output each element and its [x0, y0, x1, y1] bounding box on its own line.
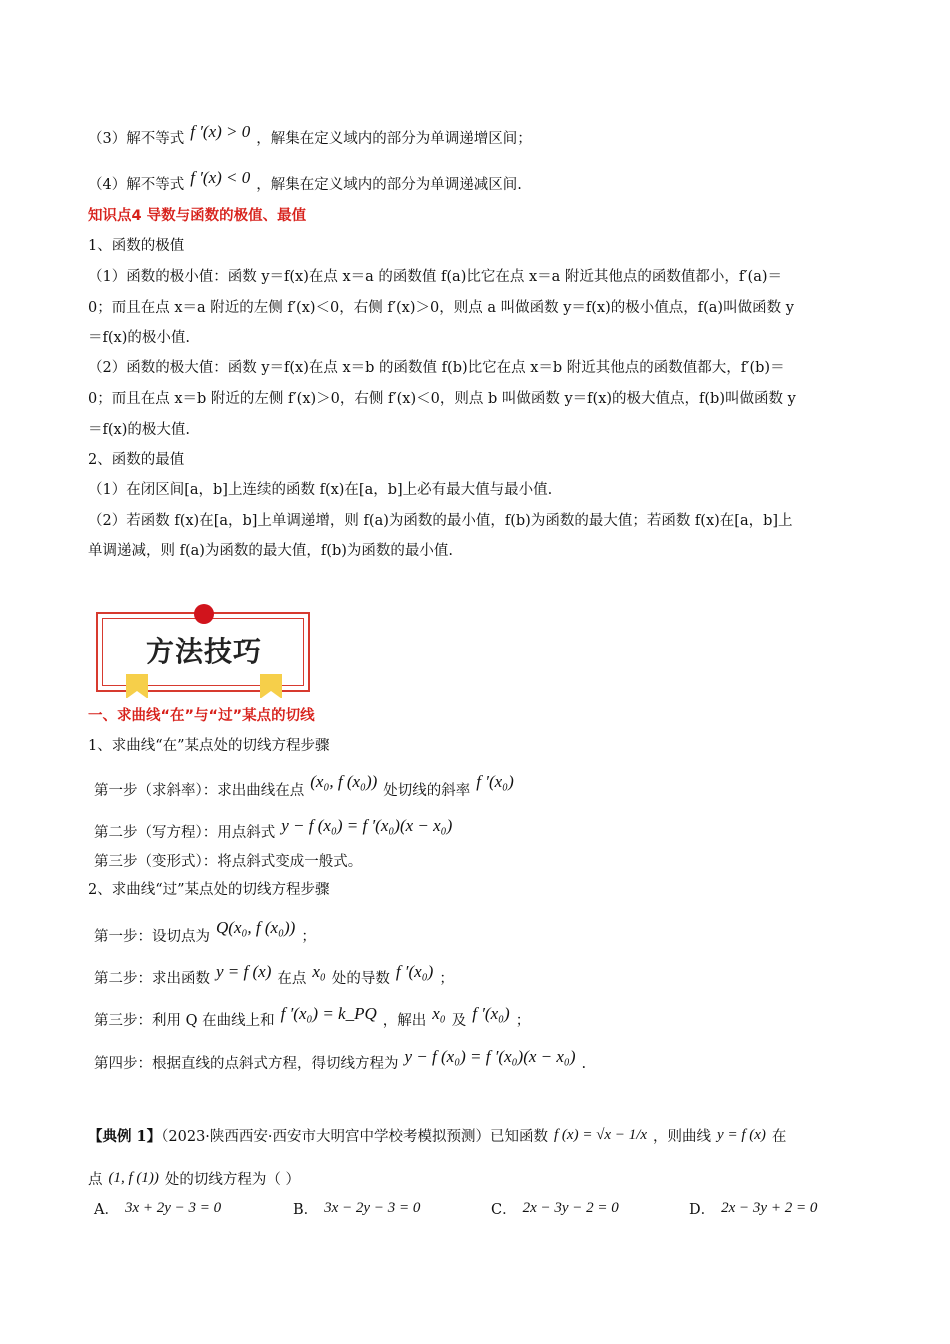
through-step2-mid2: 处的导数: [331, 971, 390, 987]
maxmin-line-2: （2）若函数 f(x)在[a，b]上单调递增，则 f(a)为函数的最小值，f(b)为函数的最大值；若函数 f(x)在[a，b]上: [88, 513, 793, 529]
example-line-2: [88, 1170, 300, 1190]
option-d[interactable]: [689, 1198, 823, 1219]
through-step1-prefix: 第一步：设切点为: [94, 929, 210, 945]
option-c-label: C．: [491, 1202, 517, 1218]
step3-prefix: （3）解不等式: [88, 131, 185, 147]
option-c[interactable]: [491, 1198, 625, 1219]
example-point-prefix: 点: [88, 1172, 103, 1188]
at-step1-point: (x₀, f (x₀)): [310, 772, 378, 791]
at-step1: [94, 772, 520, 801]
method-heading: 一、求曲线“在”与“过”某点的切线: [88, 708, 315, 724]
through-step3-suffix: ；: [515, 1013, 531, 1029]
step3-math: f ′(x) > 0: [190, 122, 251, 141]
banner-dot-icon: [194, 604, 214, 624]
through-step3-mid2: 及: [451, 1013, 467, 1029]
through-step3-slope: f ′(x₀) = k_PQ: [280, 1004, 377, 1023]
option-a-equation: 3x + 2y − 3 = 0: [124, 1200, 222, 1216]
step4-prefix: （4）解不等式: [88, 177, 185, 193]
max-line-1: （2）函数的极大值：函数 y＝f(x)在点 x＝b 的函数值 f(b)比它在点 x＝b 附近其他点的函数值都大，f′(b)＝: [88, 360, 785, 376]
at-step1-mid: 处切线的斜率: [383, 783, 471, 799]
through-step4-suffix: .: [581, 1056, 587, 1072]
through-step3-deriv: f ′(x₀): [472, 1004, 510, 1023]
at-step1-prefix: 第一步（求斜率）：求出曲线在点: [94, 783, 305, 799]
max-line-2: 0；而且在点 x＝b 附近的左侧 f′(x)＞0，右侧 f′(x)＜0，则点 b 叫做函数 y＝f(x)的极大值点，f(b)叫做函数 y: [88, 391, 796, 407]
at-step1-slope: f ′(x₀): [476, 772, 514, 791]
through-step1-math: Q(x₀, f (x₀)): [216, 918, 296, 937]
min-line-1: （1）函数的极小值：函数 y＝f(x)在点 x＝a 的函数值 f(a)比它在点 x＝a 附近其他点的函数值都小，f′(a)＝: [88, 269, 783, 285]
banner-title: 方法技巧: [145, 635, 262, 668]
through-step2-suffix: ；: [439, 971, 454, 987]
example-line-1: [88, 1127, 786, 1147]
maxmin-title: 2、函数的最值: [88, 452, 185, 468]
through-step4-prefix: 第四步：根据直线的点斜式方程，得切线方程为: [94, 1056, 399, 1072]
option-a-label: A．: [94, 1202, 119, 1218]
option-b[interactable]: [293, 1198, 426, 1219]
option-d-label: D．: [689, 1202, 716, 1218]
option-b-equation: 3x − 2y − 3 = 0: [324, 1200, 421, 1216]
option-a[interactable]: [94, 1198, 227, 1219]
through-step2: [94, 962, 454, 989]
through-step4: [94, 1047, 587, 1074]
step3-suffix: ，解集在定义域内的部分为单调递增区间；: [256, 131, 532, 147]
step4-line: [88, 168, 522, 195]
through-step2-x0: x₀: [312, 962, 326, 981]
min-line-2: 0；而且在点 x＝a 附近的左侧 f′(x)＜0，右侧 f′(x)＞0，则点 a 叫做函数 y＝f(x)的极小值点，f(a)叫做函数 y: [88, 300, 794, 316]
at-step3: 第三步（变形式）：将点斜式变成一般式。: [94, 854, 363, 870]
through-step2-mid1: 在点: [277, 971, 307, 987]
through-step2-deriv: f ′(x₀): [395, 962, 434, 981]
example-end: 在: [771, 1129, 787, 1145]
through-step2-func: y = f (x): [216, 962, 272, 981]
maxmin-line-1: （1）在闭区间[a，b]上连续的函数 f(x)在[a，b]上必有最大值与最小值.: [88, 482, 553, 498]
through-step1: [94, 918, 316, 947]
through-step1-suffix: ；: [301, 929, 316, 945]
at-step2-math: y − f (x₀) = f ′(x₀)(x − x₀): [281, 816, 453, 835]
through-step3-prefix: 第三步：利用 Q 在曲线上和: [94, 1013, 275, 1029]
through-step2-prefix: 第二步：求出函数: [94, 971, 210, 987]
step4-suffix: ，解集在定义域内的部分为单调递减区间.: [256, 177, 522, 193]
example-point: (1, f (1)): [108, 1170, 159, 1186]
ribbon-left-icon: [126, 674, 148, 698]
example-mid: ，则曲线: [653, 1129, 712, 1145]
option-d-equation: 2x − 3y + 2 = 0: [721, 1200, 818, 1216]
through-step3-x0: x₀: [432, 1004, 446, 1023]
option-b-label: B．: [293, 1202, 319, 1218]
method-banner: [96, 604, 312, 700]
min-line-3: ＝f(x)的极小值.: [88, 330, 190, 346]
step4-math: f ′(x) < 0: [190, 168, 251, 187]
example-question: 处的切线方程为（ ）: [164, 1172, 301, 1188]
extremum-title: 1、函数的极值: [88, 238, 185, 254]
through-title: 2、求曲线“过”某点处的切线方程步骤: [88, 882, 330, 898]
example-curve: y = f (x): [717, 1127, 766, 1143]
maxmin-line-3: 单调递减，则 f(a)为函数的最大值，f(b)为函数的最小值.: [88, 543, 454, 559]
example-source: （2023·陕西西安·西安市大明宫中学校考模拟预测）已知函数: [161, 1129, 549, 1145]
kp4-heading: 知识点4 导数与函数的极值、最值: [88, 208, 307, 224]
at-step2: [94, 816, 458, 843]
max-line-3: ＝f(x)的极大值.: [88, 422, 190, 438]
example-function: f (x) = √x − 1/x: [554, 1127, 648, 1143]
through-step3: [94, 1004, 531, 1031]
at-step2-prefix: 第二步（写方程）：用点斜式: [94, 825, 276, 841]
through-step3-mid1: ，解出: [382, 1013, 427, 1029]
example-tag: 【典例 1】: [88, 1128, 162, 1145]
step3-line: [88, 122, 532, 149]
through-step4-math: y − f (x₀) = f ′(x₀)(x − x₀): [404, 1047, 576, 1066]
at-title: 1、求曲线“在”某点处的切线方程步骤: [88, 738, 330, 754]
option-c-equation: 2x − 3y − 2 = 0: [522, 1200, 619, 1216]
ribbon-right-icon: [260, 674, 282, 698]
